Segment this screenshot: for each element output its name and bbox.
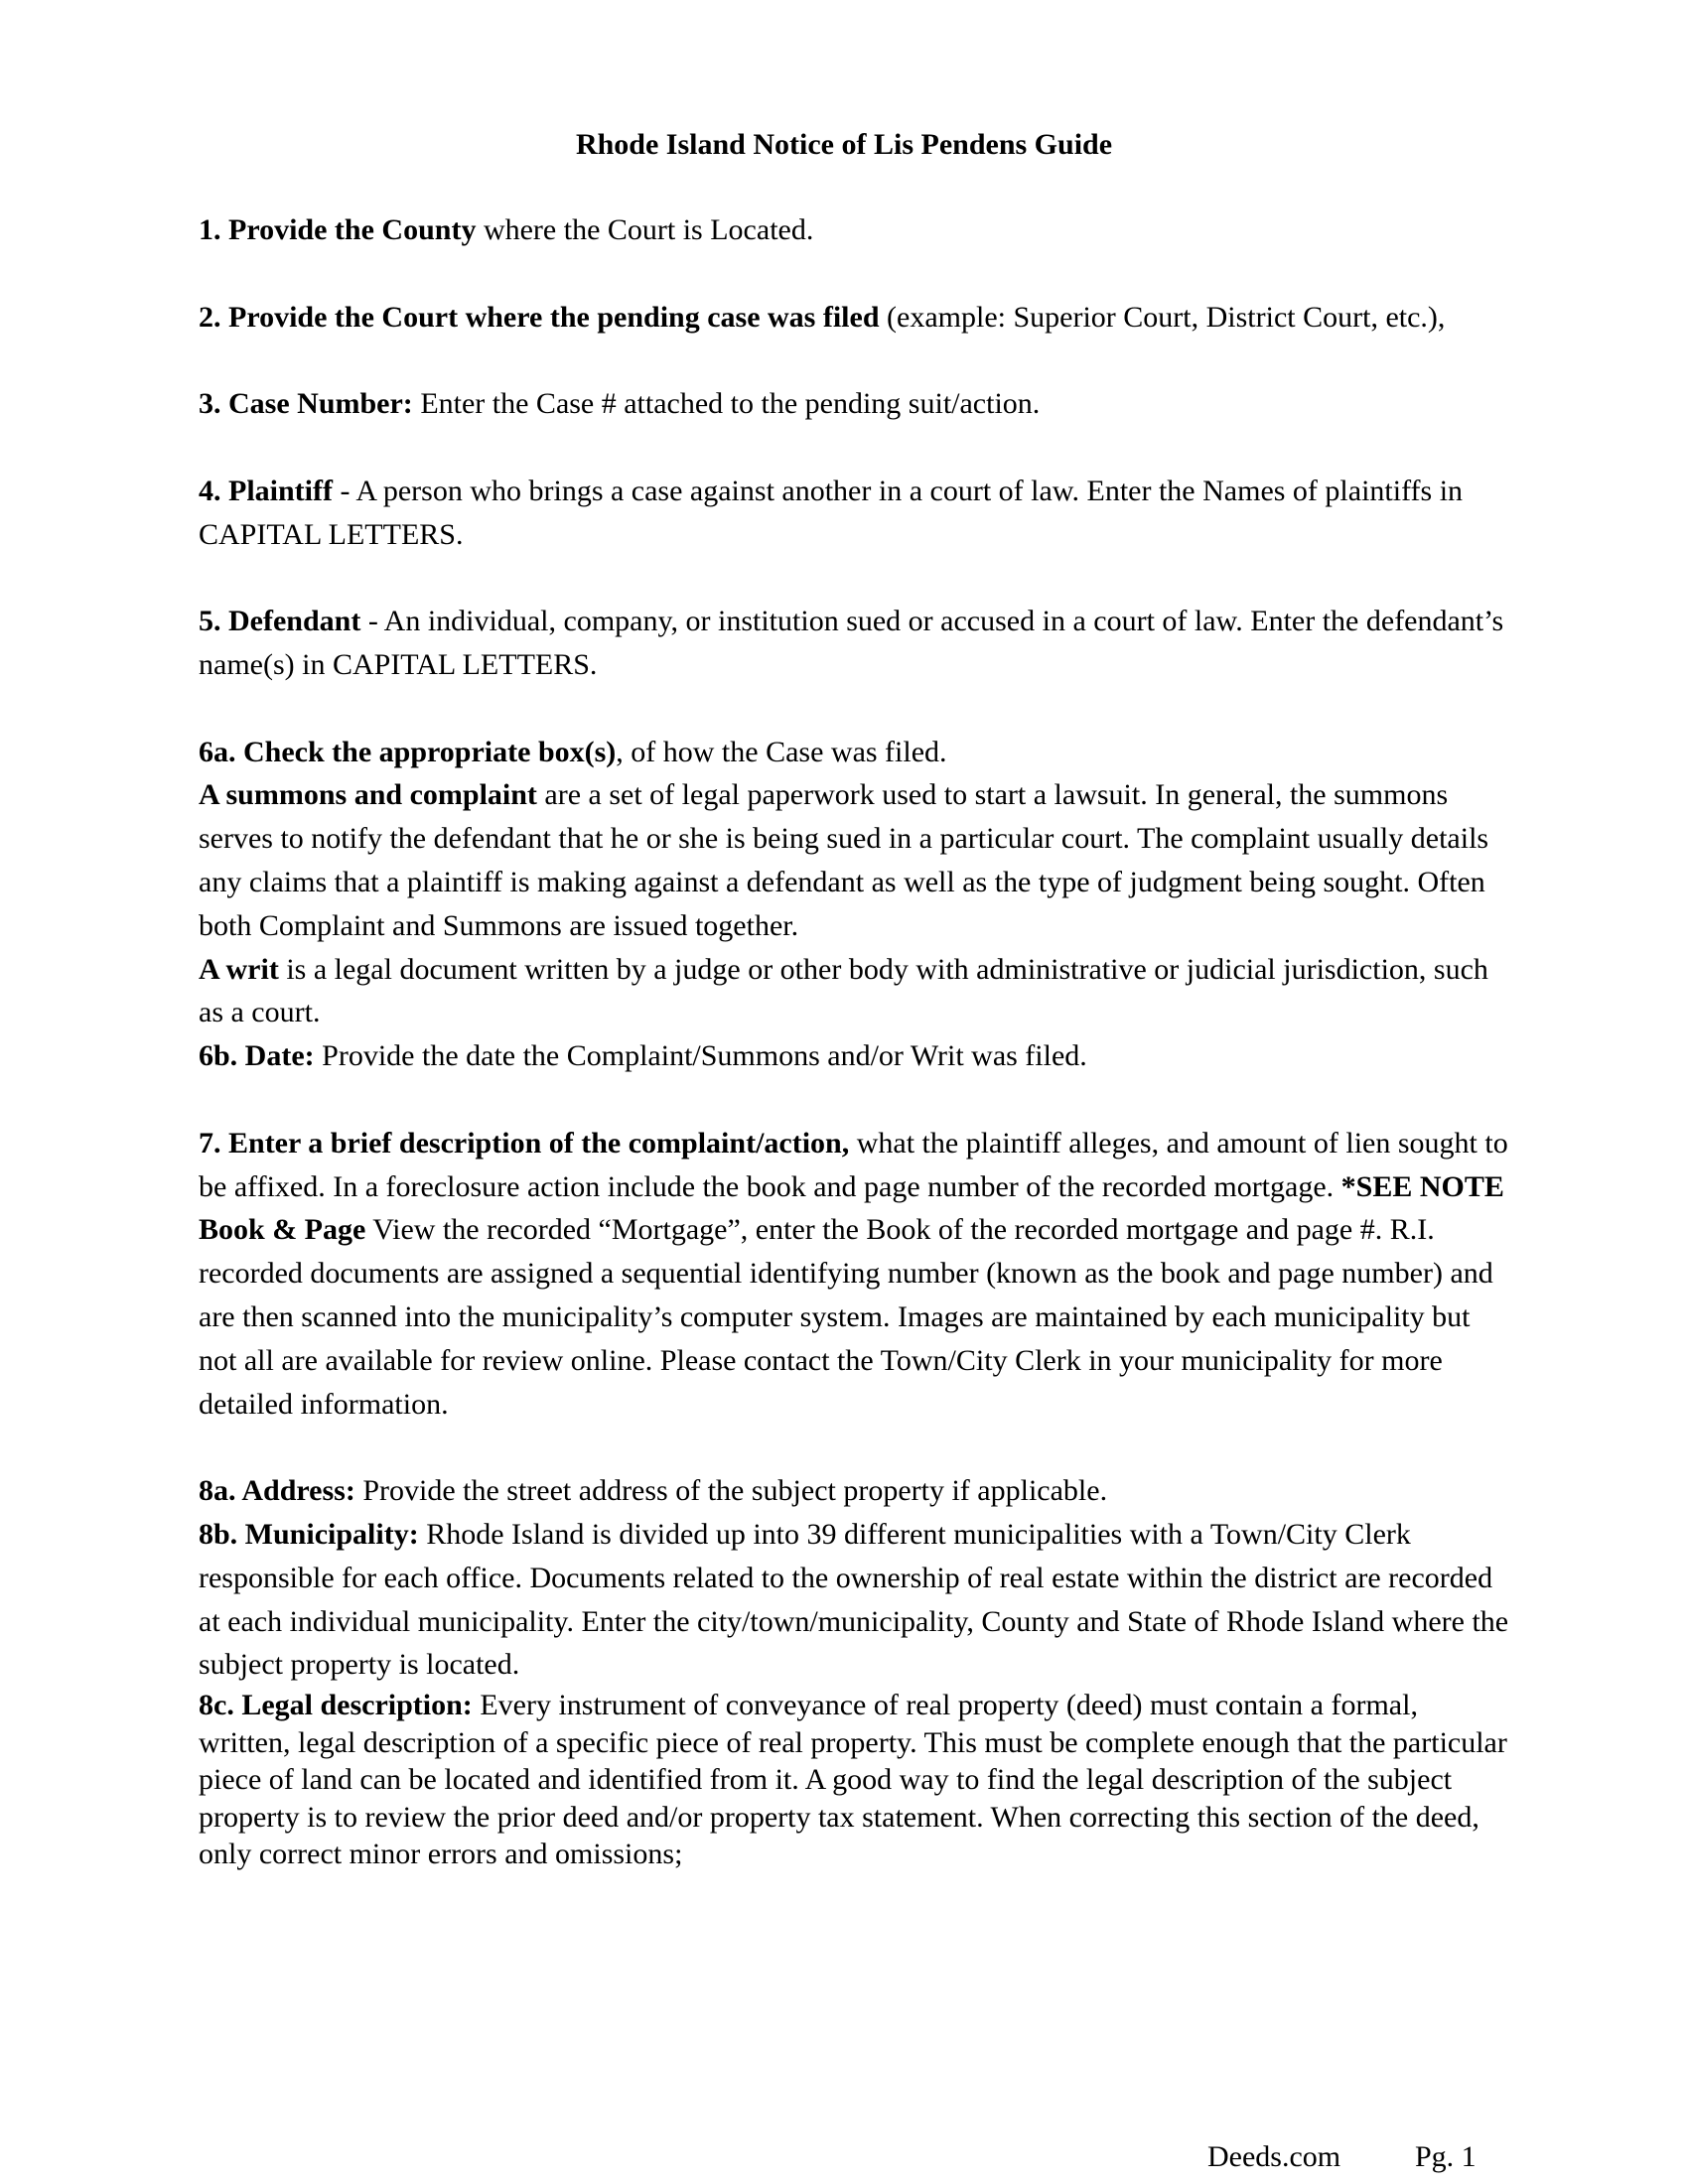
item-4-heading: 4. Plaintiff [199,474,333,507]
item-8b-heading: 8b. Municipality: [199,1517,419,1551]
item-6a-text: , of how the Case was filed. [616,735,947,768]
item-8b-paragraph [199,1513,1509,1687]
item-5-heading: 5. Defendant [199,605,361,638]
item-2-heading: 2. Provide the Court where the pending case was filed [199,300,880,334]
item-5-text: - An individual, company, or institution sued or accused in a court of law. Enter the defendant’s name(s) in CAPITAL LETTERS. [199,605,1504,681]
item-1-heading: 1. Provide the County [199,213,477,246]
item-4-paragraph [199,470,1509,557]
book-page-heading: Book & Page [199,1213,366,1247]
item-6b-text: Provide the date the Complaint/Summons and/or Writ was filed. [314,1039,1087,1073]
item-2-text: (example: Superior Court, District Court, etc.), [879,300,1446,334]
item-3-text: Enter the Case # attached to the pending suit/action. [412,387,1041,421]
item-6a-paragraph [199,731,1509,774]
writ-paragraph [199,948,1509,1035]
footer-page-number: Pg. 1 [1415,2140,1477,2173]
summons-text: are a set of legal paperwork used to start a lawsuit. In general, the summons serves to notify the defendant that he or she is being sued in a particular court. The complaint usually details any claims that a plaintiff is making against a defendant as well as the type of judgment being sought. Often both Complaint and Summons are issued together. [199,778,1489,942]
item-1-text: where the Court is Located. [476,213,814,246]
item-8a-paragraph [199,1469,1509,1513]
see-note-label: *SEE NOTE [1340,1169,1504,1203]
item-4-text: - A person who brings a case against another in a court of law. Enter the Names of plaintiffs in CAPITAL LETTERS. [199,474,1464,551]
item-2-paragraph [199,296,1509,340]
book-page-text: View the recorded “Mortgage”, enter the Book of the recorded mortgage and page #. R.I. recorded documents are assigned a sequential identifying number (known as the book and page number) and are then scanned into the municipality’s computer system. Images are maintained by each municipality but not all are available for review online. Please contact the Town/City Clerk in your municipality for more detailed information. [199,1213,1493,1421]
item-5-paragraph [199,600,1509,687]
item-8c-text: Every instrument of conveyance of real property (deed) must contain a formal, written, legal description of a specific piece of real property. This must be complete enough that the particular piece of land can be located and identified from it. A good way to find the legal description of the subject property is to review the prior deed and/or property tax statement. When correcting this section of the deed, only correct minor errors and omissions; [199,1689,1507,1871]
summons-paragraph [199,773,1509,947]
item-3-heading: 3. Case Number: [199,387,413,421]
item-8a-text: Provide the street address of the subject property if applicable. [354,1474,1108,1508]
item-6b-heading: 6b. Date: [199,1039,315,1073]
item-6b-paragraph [199,1034,1509,1078]
document-body [199,208,1509,1873]
item-3-paragraph [199,382,1509,426]
item-8c-paragraph [199,1687,1509,1873]
item-1-paragraph [199,208,1509,252]
document-title: Rhode Island Notice of Lis Pendens Guide [575,128,1113,161]
item-8b-text: Rhode Island is divided up into 39 different municipalities with a Town/City Clerk responsible for each office. Documents related to the ownership of real estate within the district are recorded at each individual municipality. Enter the city/town/municipality, County and State of Rhode Island where the subject property is located. [199,1517,1509,1682]
item-6a-heading: 6a. Check the appropriate box(s) [199,735,617,768]
footer-site-name: Deeds.com [1207,2140,1341,2173]
item-7-heading: 7. Enter a brief description of the complaint/action, [199,1126,850,1160]
writ-heading: A writ [199,952,279,986]
item-7-paragraph [199,1122,1509,1209]
book-page-paragraph [199,1208,1509,1426]
item-8c-heading: 8c. Legal description: [199,1689,473,1722]
item-8a-heading: 8a. Address: [199,1474,355,1508]
summons-heading: A summons and complaint [199,778,537,812]
writ-text: is a legal document written by a judge or other body with administrative or judicial jurisdiction, such as a court. [199,952,1488,1029]
item-7-text: what the plaintiff alleges, and amount of lien sought to be affixed. In a foreclosure action include the book and page number of the recorded mortgage. [199,1126,1508,1203]
